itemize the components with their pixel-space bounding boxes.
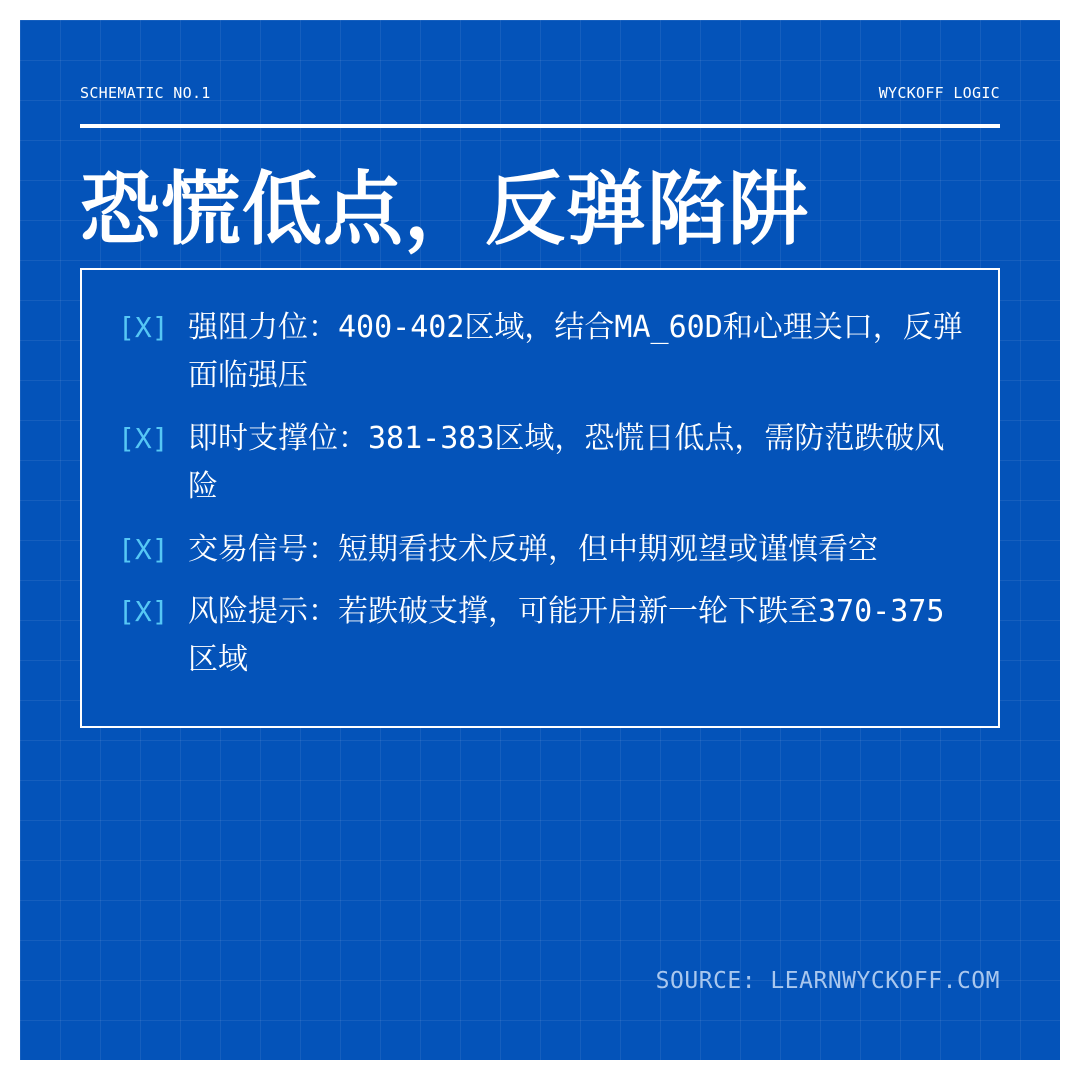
list-item-signal (118, 526, 968, 574)
list-item-text: 交易信号：短期看技术反弹，但中期观望或谨慎看空 (188, 532, 878, 567)
list-item-text: 风险提示：若跌破支撑，可能开启新一轮下跌至370-375区域 (188, 594, 945, 677)
page-title: 恐慌低点，反弹陷阱 (80, 163, 809, 256)
list-marker: [X] (118, 422, 169, 455)
list-item-resistance (118, 304, 968, 400)
header-divider (80, 124, 1000, 128)
key-points-panel (80, 268, 1000, 728)
list-marker: [X] (118, 533, 169, 566)
list-item-text: 即时支撑位：381-383区域，恐慌日低点，需防范跌破风险 (188, 421, 945, 504)
schematic-card (20, 20, 1060, 1060)
list-marker: [X] (118, 595, 169, 628)
schematic-number-label: SCHEMATIC NO.1 (80, 84, 211, 102)
list-item-support (118, 415, 968, 511)
brand-label: WYCKOFF LOGIC (878, 84, 1000, 102)
source-credit: SOURCE: LEARNWYCKOFF.COM (655, 968, 1000, 994)
list-marker: [X] (118, 311, 169, 344)
list-item-text: 强阻力位：400-402区域，结合MA_60D和心理关口，反弹面临强压 (188, 310, 963, 393)
list-item-risk (118, 588, 968, 684)
